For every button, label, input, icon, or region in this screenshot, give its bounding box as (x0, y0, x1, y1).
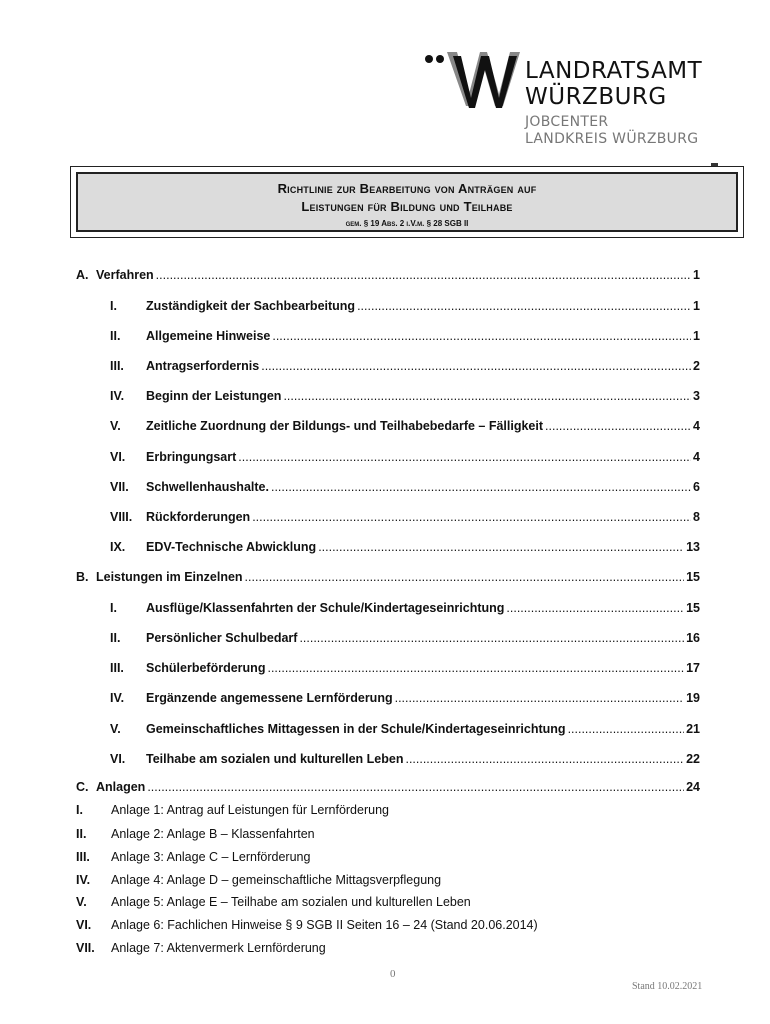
toc-number: III. (110, 359, 124, 373)
toc-number: IV. (110, 389, 125, 403)
toc-label: Gemeinschaftliches Mittagessen in der Schule/Kindertageseinrichtung (146, 722, 566, 736)
toc-number: VII. (110, 480, 129, 494)
toc-label: Ausflüge/Klassenfahrten der Schule/Kindertageseinrichtung (146, 601, 505, 615)
toc-entry-b-5[interactable] (76, 722, 700, 738)
toc-number: I. (110, 299, 117, 313)
toc-entry-a-4[interactable] (76, 389, 700, 405)
toc-leader (506, 601, 684, 615)
toc-page: 15 (686, 601, 700, 615)
toc-page: 4 (693, 419, 700, 433)
toc-leader (299, 631, 684, 645)
toc-page: 24 (686, 780, 700, 794)
toc-leader (245, 570, 685, 584)
toc-leader (318, 540, 684, 554)
toc-number: IX. (110, 540, 126, 554)
toc-label: Zeitliche Zuordnung der Bildungs- und Teilhabebedarfe – Fälligkeit (146, 419, 544, 433)
toc-page: 13 (686, 540, 700, 554)
toc-number: VI. (110, 450, 126, 464)
toc-entry-a-1[interactable] (76, 299, 700, 315)
anlage-number: IV. (76, 873, 91, 887)
anlage-text: Anlage 7: Aktenvermerk Lernförderung (111, 941, 326, 955)
toc-page: 22 (686, 752, 700, 766)
title-line2: Leistungen für Bildung und Teilhabe (301, 199, 513, 214)
toc-label: Verfahren (96, 268, 154, 282)
toc-page: 1 (693, 329, 700, 343)
stand-date: Stand 10.02.2021 (632, 981, 703, 992)
toc-entry-b-6[interactable] (76, 752, 700, 768)
toc-label: Anlagen (96, 780, 146, 794)
toc-number: V. (110, 722, 121, 736)
title-box (70, 166, 744, 238)
toc-leader (261, 359, 691, 373)
toc-page: 16 (686, 631, 700, 645)
logo-line4: LANDKREIS WÜRZBURG (525, 131, 699, 147)
anlage-number: VII. (76, 941, 95, 955)
toc-leader (271, 480, 691, 494)
anlage-item-6 (76, 918, 696, 934)
toc-number: IV. (110, 691, 125, 705)
toc-page: 4 (693, 450, 700, 464)
toc-entry-b-1[interactable] (76, 601, 700, 617)
toc-label: Antragserfordernis (146, 359, 260, 373)
toc-number: II. (110, 329, 121, 343)
page-number: 0 (390, 968, 396, 980)
title-inner (76, 172, 738, 232)
anlage-text: Anlage 6: Fachlichen Hinweise § 9 SGB II Seiten 16 – 24 (Stand 20.06.2014) (111, 918, 538, 932)
anlage-item-2 (76, 827, 696, 843)
toc-number: B. (76, 570, 89, 584)
toc-entry-b[interactable] (76, 570, 700, 586)
toc-number: VI. (110, 752, 126, 766)
toc-entry-a-2[interactable] (76, 329, 700, 345)
toc-page: 8 (693, 510, 700, 524)
toc-entry-b-2[interactable] (76, 631, 700, 647)
anlage-number: III. (76, 850, 90, 864)
anlage-text: Anlage 3: Anlage C – Lernförderung (111, 850, 311, 864)
toc-label: Teilhabe am sozialen und kulturellen Leben (146, 752, 404, 766)
anlage-item-7 (76, 941, 696, 957)
toc-number: C. (76, 780, 89, 794)
logo-line2: WÜRZBURG (525, 84, 667, 110)
toc-leader (147, 780, 684, 794)
toc-entry-a-5[interactable] (76, 419, 700, 435)
toc-label: Beginn der Leistungen (146, 389, 282, 403)
toc-entry-a-9[interactable] (76, 540, 700, 556)
toc-leader (267, 661, 684, 675)
toc-entry-a[interactable] (76, 268, 700, 284)
toc-page: 1 (693, 299, 700, 313)
toc-label: Zuständigkeit der Sachbearbeitung (146, 299, 356, 313)
toc-leader (238, 450, 691, 464)
toc-leader (357, 299, 691, 313)
anlage-text: Anlage 2: Anlage B – Klassenfahrten (111, 827, 315, 841)
toc-leader (545, 419, 691, 433)
toc-entry-b-3[interactable] (76, 661, 700, 677)
anlage-item-5 (76, 895, 696, 911)
toc-entry-b-4[interactable] (76, 691, 700, 707)
toc-entry-a-8[interactable] (76, 510, 700, 526)
toc-number: VIII. (110, 510, 133, 524)
toc-page: 6 (693, 480, 700, 494)
toc-label: Leistungen im Einzelnen (96, 570, 243, 584)
anlage-text: Anlage 1: Antrag auf Leistungen für Lernförderung (111, 803, 389, 817)
anlage-number: V. (76, 895, 87, 909)
toc-page: 15 (686, 570, 700, 584)
toc-label: Schülerbeförderung (146, 661, 266, 675)
title-line1: Richtlinie zur Bearbeitung von Anträgen auf (277, 181, 537, 196)
toc-page: 1 (693, 268, 700, 282)
toc-leader (568, 722, 685, 736)
toc-entry-a-3[interactable] (76, 359, 700, 375)
anlage-item-4 (76, 873, 696, 889)
toc-page: 21 (686, 722, 700, 736)
toc-label: EDV-Technische Abwicklung (146, 540, 317, 554)
toc-label: Persönlicher Schulbedarf (146, 631, 298, 645)
toc-number: I. (110, 601, 117, 615)
logo-dots-icon (425, 50, 447, 68)
logo-w-icon (447, 48, 527, 108)
toc-entry-c[interactable] (76, 780, 700, 796)
toc-entry-a-7[interactable] (76, 480, 700, 496)
toc-label: Erbringungsart (146, 450, 237, 464)
anlage-item-1 (76, 803, 696, 819)
toc-leader (405, 752, 684, 766)
toc-number: V. (110, 419, 121, 433)
toc-leader (283, 389, 691, 403)
toc-label: Allgemeine Hinweise (146, 329, 271, 343)
logo (425, 48, 725, 158)
toc-entry-a-6[interactable] (76, 450, 700, 466)
anlage-number: I. (76, 803, 83, 817)
anlage-number: II. (76, 827, 87, 841)
anlage-number: VI. (76, 918, 92, 932)
toc-number: II. (110, 631, 121, 645)
toc-label: Schwellenhaushalte. (146, 480, 269, 494)
anlage-text: Anlage 4: Anlage D – gemeinschaftliche Mittagsverpflegung (111, 873, 442, 887)
toc-label: Ergänzende angemessene Lernförderung (146, 691, 393, 705)
toc-number: A. (76, 268, 89, 282)
title-line3: gem. § 19 Abs. 2 i.V.m. § 28 SGB II (345, 219, 469, 228)
toc-page: 3 (693, 389, 700, 403)
anlage-item-3 (76, 850, 696, 866)
toc-leader (395, 691, 685, 705)
anlage-text: Anlage 5: Anlage E – Teilhabe am sozialen und kulturellen Leben (111, 895, 471, 909)
toc-label: Rückforderungen (146, 510, 251, 524)
toc-page: 17 (686, 661, 700, 675)
toc-leader (272, 329, 691, 343)
toc-leader (252, 510, 691, 524)
toc-page: 2 (693, 359, 700, 373)
toc-number: III. (110, 661, 124, 675)
toc-leader (156, 268, 691, 282)
logo-line1: LANDRATSAMT (525, 58, 703, 84)
logo-line3: JOBCENTER (525, 114, 609, 130)
toc-page: 19 (686, 691, 700, 705)
